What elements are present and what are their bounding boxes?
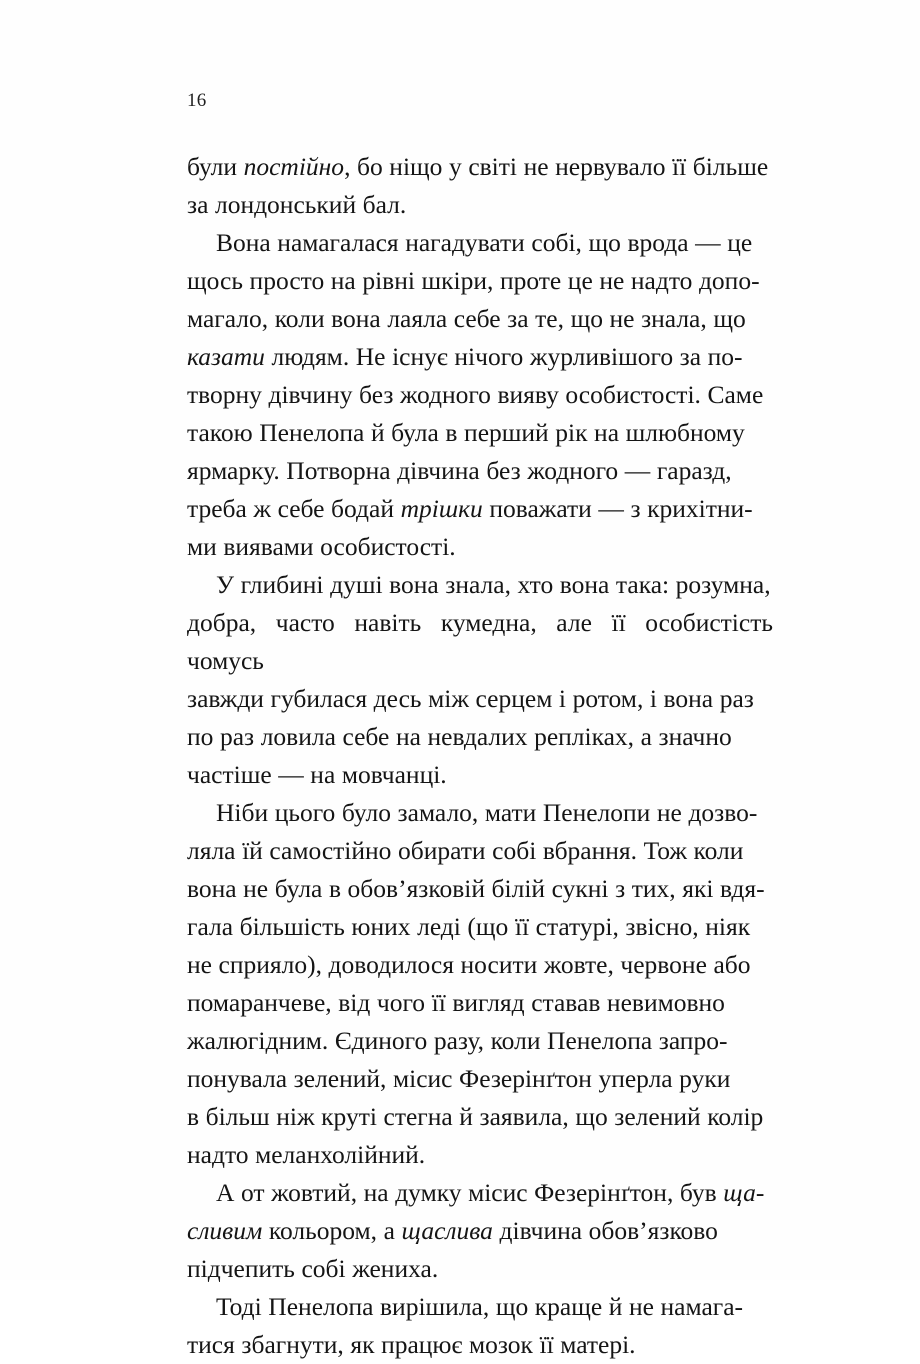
- body-text: жалюгідним. Єдиного разу, коли Пенелопа запро-: [187, 1026, 728, 1055]
- body-text: щось просто на рівні шкіри, проте це не надто допо-: [187, 266, 760, 295]
- body-text: дівчина обов’язково: [492, 1216, 718, 1245]
- emphasis-text: постійно: [243, 152, 345, 181]
- body-text: ярмарку. Потворна дівчина без жодного — гаразд,: [187, 456, 732, 485]
- body-text: ми виявами особистості.: [187, 532, 456, 561]
- body-text: такою Пенелопа й була в перший рік на шлюбному: [187, 418, 745, 447]
- body-text: частіше — на мовчанці.: [187, 760, 447, 789]
- emphasis-text: сливим: [187, 1216, 263, 1245]
- body-text: творну дівчину без жодного вияву особистості. Саме: [187, 380, 764, 409]
- emphasis-text: ща-: [723, 1178, 765, 1207]
- body-text: за лондонський бал.: [187, 190, 407, 219]
- body-text: поважати — з крихітни-: [482, 494, 753, 523]
- body-text-block: [187, 148, 773, 1364]
- page-number: 16: [187, 90, 207, 111]
- body-text: в більш ніж круті стегна й заявила, що зелений колір: [187, 1102, 764, 1131]
- paragraph: [187, 566, 773, 794]
- body-text: гала більшість юних леді (що її статурі, звісно, ніяк: [187, 912, 751, 941]
- body-text: були: [187, 152, 244, 181]
- body-text: добра, часто навіть кумедна, але її особистість чомусь: [187, 608, 773, 675]
- body-text: Тоді Пенелопа вирішила, що краще й не намага-: [216, 1292, 744, 1321]
- body-text: надто меланхолійний.: [187, 1140, 426, 1169]
- body-text: помаранчеве, від чого її вигляд ставав невимовно: [187, 988, 725, 1017]
- emphasis-text: казати: [187, 342, 265, 371]
- paragraph: [187, 224, 773, 566]
- body-text: , бо ніщо у світі не нервувало її більше: [344, 152, 769, 181]
- body-text: понувала зелений, місис Фезерінґтон уперла руки: [187, 1064, 731, 1093]
- paragraph: [187, 148, 773, 224]
- paragraph: [187, 1174, 773, 1288]
- paragraph: [187, 1288, 773, 1364]
- body-text: завжди губилася десь між серцем і ротом, і вона раз: [187, 684, 754, 713]
- body-text: ляла їй самостійно обирати собі вбрання. Тож коли: [187, 836, 744, 865]
- emphasis-text: щаслива: [401, 1216, 493, 1245]
- body-text: вона не була в обов’язковій білій сукні з тих, які вдя-: [187, 874, 765, 903]
- body-text: Вона намагалася нагадувати собі, що врода — це: [216, 228, 753, 257]
- body-text: У глибині душі вона знала, хто вона така: розумна,: [216, 570, 771, 599]
- body-text: кольором, а: [262, 1216, 402, 1245]
- body-text: тися збагнути, як працює мозок її матері.: [187, 1330, 636, 1359]
- emphasis-text: трішки: [400, 494, 483, 523]
- paragraph: [187, 794, 773, 1174]
- body-text: по раз ловила себе на невдалих репліках, а значно: [187, 722, 732, 751]
- body-text: треба ж себе бодай: [187, 494, 401, 523]
- body-text: не сприяло), доводилося носити жовте, червоне або: [187, 950, 751, 979]
- body-text: людям. Не існує нічого журливішого за по-: [264, 342, 743, 371]
- body-text: Ніби цього було замало, мати Пенелопи не дозво-: [216, 798, 758, 827]
- body-text: підчепить собі жениха.: [187, 1254, 439, 1283]
- body-text: А от жовтий, на думку місис Фезерінґтон, був: [216, 1178, 724, 1207]
- body-text: магало, коли вона лаяла себе за те, що не знала, що: [187, 304, 746, 333]
